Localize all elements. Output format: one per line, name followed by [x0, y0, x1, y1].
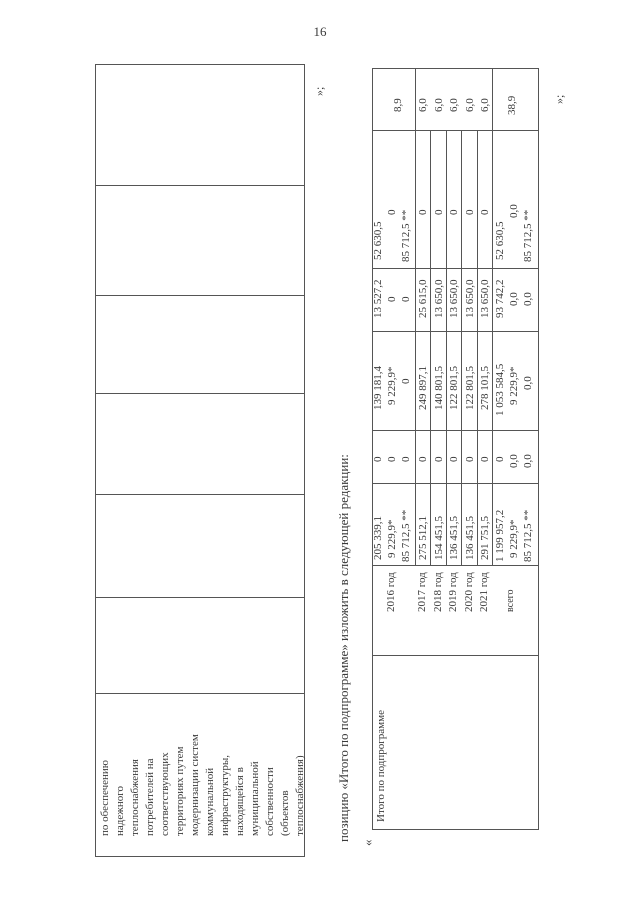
- table-cell: 6,0: [479, 98, 491, 112]
- description-line: находящейся в: [234, 767, 246, 836]
- table-cell: 85 712,5 **: [522, 209, 534, 262]
- description-line: потребителей на: [144, 758, 156, 836]
- table-cell: 0: [433, 456, 445, 462]
- table-cell: 13 650,0: [448, 279, 460, 318]
- table-cell: 278 101,5: [479, 366, 491, 410]
- table-cell: 1 199 957,2: [494, 509, 506, 562]
- table-cell: 13 650,0: [433, 279, 445, 318]
- table-divider: [95, 494, 305, 495]
- table-cell: 85 712,5 **: [400, 509, 412, 562]
- table-cell: 0: [464, 456, 476, 462]
- description-line: модернизации систем: [189, 734, 201, 836]
- column-divider: [372, 130, 539, 131]
- table-cell: 0: [386, 209, 398, 215]
- year-label: 2021 год: [478, 572, 490, 612]
- table-divider: [95, 597, 305, 598]
- table-cell: 136 451,5: [448, 516, 460, 560]
- instruction-text: позицию «Итого по подпрограмме» изложить в следующей редакции:: [336, 454, 351, 842]
- description-line: коммунальной: [204, 767, 216, 836]
- row-divider: [415, 68, 416, 130]
- description-line: соответствующих: [159, 752, 171, 836]
- row-divider: [430, 130, 431, 566]
- table-cell: 136 451,5: [464, 516, 476, 560]
- table-cell: 85 712,5 **: [400, 209, 412, 262]
- table-cell: 6,0: [417, 98, 429, 112]
- table-cell: 0,0: [508, 204, 520, 218]
- table-cell: 0,0: [508, 292, 520, 306]
- table-border-right: [538, 68, 539, 830]
- description-line: теплоснабжения: [129, 759, 141, 836]
- table-cell: 0: [386, 456, 398, 462]
- table-cell: 9 229,9*: [386, 366, 398, 405]
- table-divider: [95, 693, 305, 694]
- table-cell: 0: [479, 209, 491, 215]
- table-cell: 154 451,5: [433, 516, 445, 560]
- table-cell: 9 229,9*: [386, 519, 398, 558]
- table-border-top: [372, 68, 539, 69]
- description-line: теплоснабжения): [294, 755, 306, 836]
- table-cell: 249 897,1: [417, 366, 429, 410]
- table-cell: 0,0: [522, 454, 534, 468]
- table-cell: 0: [448, 209, 460, 215]
- year-column-divider: [372, 565, 539, 566]
- open-quote: «: [360, 839, 375, 846]
- column-divider: [372, 430, 539, 431]
- table-cell: 0: [400, 296, 412, 302]
- table-cell: 291 751,5: [479, 516, 491, 560]
- table-cell: 0: [400, 456, 412, 462]
- table-border-top: [95, 64, 305, 65]
- label-column-divider: [372, 655, 539, 656]
- table-divider: [95, 185, 305, 186]
- table-cell: 205 339,1: [372, 516, 384, 560]
- row-divider: [461, 130, 462, 566]
- description-line: инфраструктуры,: [219, 755, 231, 836]
- table-border-bottom: [372, 829, 539, 830]
- table-cell: 0: [400, 378, 412, 384]
- table-cell: 0: [386, 296, 398, 302]
- year-label: 2020 год: [463, 572, 475, 612]
- table-cell: 13 650,0: [464, 279, 476, 318]
- table-cell: 139 181,4: [372, 366, 384, 410]
- row-divider: [446, 130, 447, 566]
- table-cell: 140 801,5: [433, 366, 445, 410]
- column-divider: [372, 483, 539, 484]
- table-cell: 1 053 584,5: [494, 363, 506, 416]
- description-line: надежного: [114, 786, 126, 836]
- top-table-description: [98, 734, 308, 836]
- top-table-end-mark: »;: [312, 86, 326, 96]
- table-cell: 52 630,5: [494, 221, 506, 260]
- page-number: 16: [313, 24, 327, 39]
- table-cell: 9 229,9*: [508, 366, 520, 405]
- row-divider: [477, 130, 478, 566]
- column-divider: [372, 268, 539, 269]
- table-cell: 0: [464, 209, 476, 215]
- year-label: 2016 год: [385, 572, 397, 612]
- table-cell: 13 650,0: [479, 279, 491, 318]
- description-line: (объектов: [279, 790, 291, 836]
- year-label: 2019 год: [447, 572, 459, 612]
- row-divider: [492, 68, 493, 130]
- table-cell: 122 801,5: [464, 366, 476, 410]
- table-cell: 6,0: [464, 98, 476, 112]
- table-cell: 85 712,5 **: [522, 509, 534, 562]
- table-cell: 6,0: [448, 98, 460, 112]
- table-cell: 0: [417, 456, 429, 462]
- description-line: территориях путем: [174, 746, 186, 836]
- description-line: собственности: [264, 767, 276, 836]
- table-cell: 0,0: [508, 454, 520, 468]
- table-divider: [95, 295, 305, 296]
- table-cell: 0: [448, 456, 460, 462]
- column-divider: [372, 331, 539, 332]
- description-line: муниципальной: [249, 761, 261, 836]
- table-border-bottom: [95, 856, 305, 857]
- year-label: всего: [505, 589, 516, 612]
- table-divider: [95, 393, 305, 394]
- subprogram-total-label: Итого по подпрограмме: [375, 710, 387, 822]
- table-cell: 122 801,5: [448, 366, 460, 410]
- table-cell: 0,0: [522, 292, 534, 306]
- table-cell: 13 527,2: [372, 279, 384, 318]
- table-cell: 8,9: [392, 98, 404, 112]
- table-cell: 0: [417, 209, 429, 215]
- table-cell: 6,0: [433, 98, 445, 112]
- table-cell: 0: [494, 456, 506, 462]
- row-divider: [492, 130, 493, 566]
- year-label: 2018 год: [432, 572, 444, 612]
- description-line: по обеспечению: [99, 759, 111, 836]
- table-border-left: [95, 64, 96, 857]
- bottom-table-end-mark: »;: [552, 94, 566, 104]
- table-cell: 38,9: [506, 95, 518, 115]
- table-cell: 25 615,0: [417, 279, 429, 318]
- table-cell: 93 742,2: [494, 279, 506, 318]
- year-label: 2017 год: [416, 572, 428, 612]
- table-cell: 52 630,5: [372, 221, 384, 260]
- table-cell: 0: [372, 456, 384, 462]
- row-divider: [415, 130, 416, 566]
- table-border-left: [372, 68, 373, 830]
- table-cell: 275 512,1: [417, 516, 429, 560]
- table-cell: 0,0: [522, 376, 534, 390]
- table-cell: 9 229,9*: [508, 519, 520, 558]
- table-cell: 0: [433, 209, 445, 215]
- table-cell: 0: [479, 456, 491, 462]
